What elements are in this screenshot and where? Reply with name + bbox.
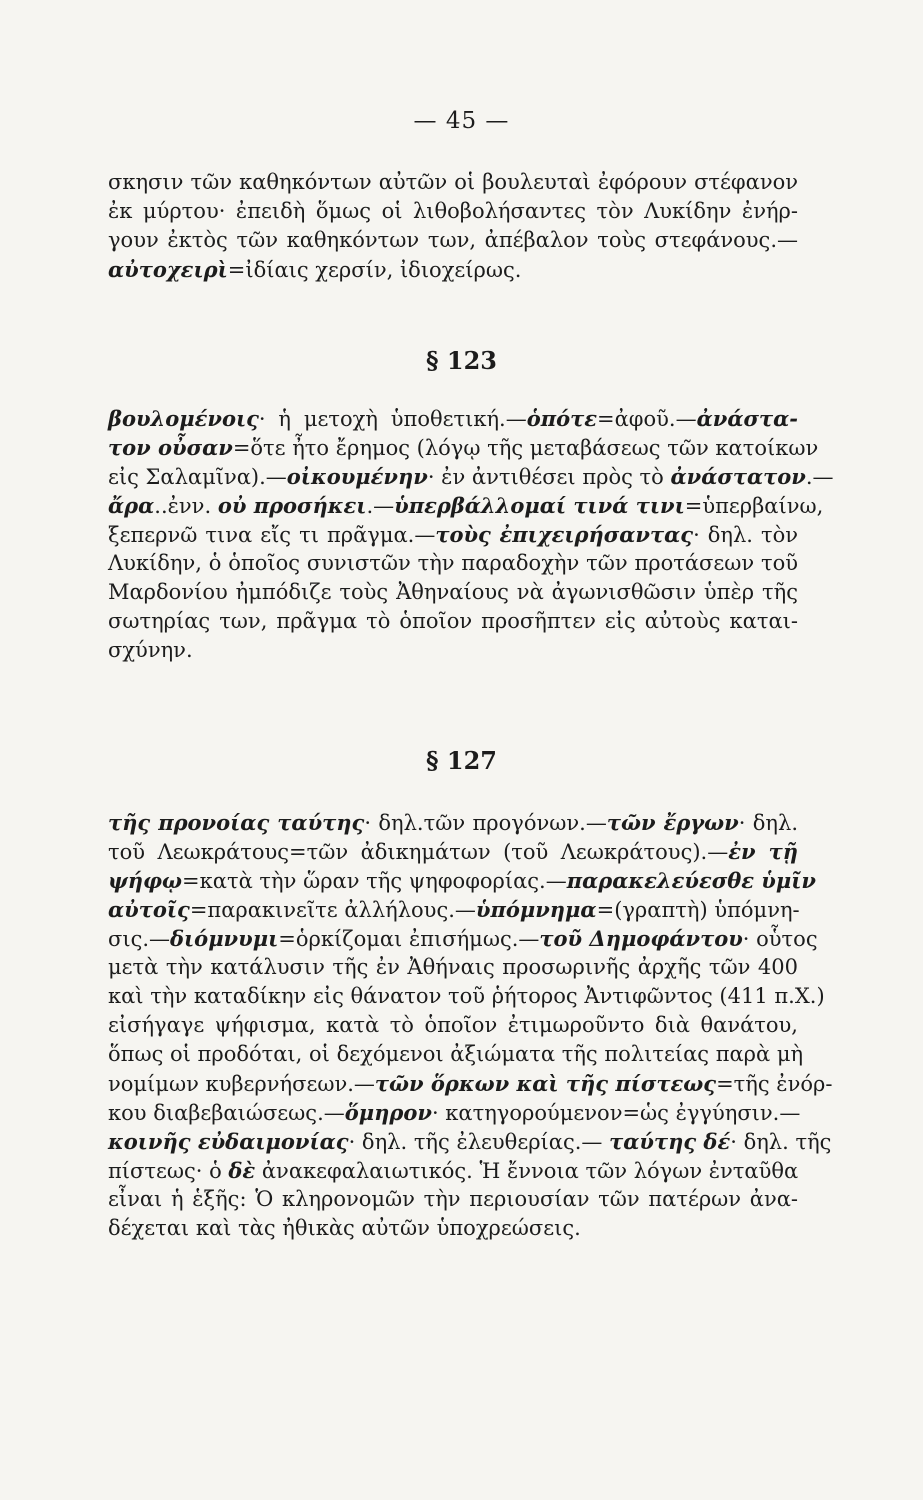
text-line [108, 462, 834, 491]
text-line [108, 1011, 798, 1040]
text-line [108, 168, 798, 197]
lemma-term: αὐτοχειρὶ [108, 257, 228, 282]
text-line [108, 1040, 804, 1069]
text-line [108, 982, 825, 1011]
text-line [108, 1156, 798, 1185]
gloss-text: καὶ τὴν καταδίκην εἰς θάνατον τοῦ ῥήτορος Ἀντιφῶντος (411 π.Χ.) [108, 984, 825, 1008]
text-line [108, 808, 798, 837]
text-line [108, 404, 798, 433]
text-line [108, 895, 798, 924]
gloss-text: δέχεται καὶ τὰς ἠθικὰς αὐτῶν ὑποχρεώσεις. [108, 1216, 581, 1240]
gloss-text: σκησιν τῶν καθηκόντων αὐτῶν οἱ βουλευταὶ ἐφόρουν στέφανον [108, 170, 798, 194]
gloss-text: · δηλ. τῆς [730, 1130, 832, 1154]
text-line [108, 1098, 801, 1127]
gloss-text: .— [366, 494, 395, 518]
gloss-text: τοῦ Λεωκράτους=τῶν ἀδικημάτων (τοῦ Λεωκράτους).— [108, 840, 729, 864]
gloss-text: εἶναι ἡ ἑξῆς: Ὁ κληρονομῶν τὴν περιουσίαν τῶν πατέρων ἀνα- [108, 1187, 798, 1211]
lemma-term: ἀνάστατον [670, 464, 806, 489]
lemma-term: βουλομένοις [108, 406, 259, 431]
gloss-text: ..ἐνν. [154, 494, 218, 518]
text-line [108, 433, 819, 462]
gloss-text: κου διαβεβαιώσεως.— [108, 1101, 345, 1125]
lemma-term: ἄρα [108, 493, 155, 518]
lemma-term: διόμνυμι [170, 926, 279, 951]
gloss-text: · ἐν ἀντιθέσει πρὸς τὸ [427, 465, 671, 489]
lemma-term: ψήφῳ [108, 868, 183, 893]
gloss-text: =τῆς ἐνόρ- [716, 1072, 833, 1096]
gloss-text: νομίμων κυβερνήσεων.— [108, 1072, 375, 1096]
text-line [108, 953, 798, 982]
gloss-text: σις.— [108, 927, 171, 951]
lemma-term: ὅμηρον [344, 1100, 432, 1125]
gloss-text: ἀνακεφαλαιωτικός. Ἡ ἔννοια τῶν λόγων ἐνταῦθα [255, 1159, 799, 1183]
lemma-term: ὁπότε [526, 406, 598, 431]
text-line [108, 1069, 833, 1098]
lemma-term: ὑπόμνημα [475, 897, 597, 922]
gloss-text: =ἰδίαις χερσίν, ἰδιοχείρως. [227, 258, 522, 282]
gloss-text: =ὁρκίζομαι ἐπισήμως.— [278, 927, 540, 951]
gloss-text: · δηλ. τὸν [693, 523, 799, 547]
lemma-term: αὐτοῖς [108, 897, 190, 922]
text-line [108, 924, 818, 953]
gloss-text: ὅπως οἱ προδόται, οἱ δεχόμενοι ἀξιώματα τῆς πολιτείας παρὰ μὴ [108, 1042, 804, 1066]
text-line [108, 636, 798, 665]
gloss-text: =παρακινεῖτε ἀλλήλους.— [189, 898, 476, 922]
section-heading-123: § 123 [425, 346, 497, 375]
intro-paragraph [108, 168, 798, 284]
lemma-term: παρακελεύεσθε ὑμῖν [566, 868, 816, 893]
text-line [108, 255, 798, 284]
lemma-term: τοὺς ἐπιχειρήσαντας [435, 522, 694, 547]
lemma-term: ὑπερβάλλομαί τινά τινι [394, 493, 685, 518]
gloss-text: · δηλ.τῶν προγόνων.— [364, 811, 607, 835]
gloss-text: =ὅτε ἦτο ἔρημος (λόγῳ τῆς μεταβάσεως τῶν κατοίκων [232, 436, 819, 460]
gloss-text: γουν ἐκτὸς τῶν καθηκόντων των, ἀπέβαλον τοὺς στεφάνους.— [108, 228, 798, 252]
gloss-text: =(γραπτὴ) ὑπόμνη- [596, 898, 800, 922]
gloss-text: εἰς Σαλαμῖνα).— [108, 465, 287, 489]
gloss-text: ξεπερνῶ τινα εἴς τι πρᾶγμα.— [108, 523, 436, 547]
gloss-text: πίστεως· ὁ [108, 1159, 229, 1183]
gloss-text: εἰσήγαγε ψήφισμα, κατὰ τὸ ὁποῖον ἐτιμωροῦντο διὰ θανάτου, [108, 1013, 798, 1037]
page-number: — 45 — [413, 108, 510, 134]
text-line [108, 1185, 798, 1214]
gloss-text: · δηλ. τῆς ἐλευθερίας.— [348, 1130, 610, 1154]
gloss-text: =κατὰ τὴν ὥραν τῆς ψηφοφορίας.— [182, 869, 567, 893]
gloss-text: · ἡ μετοχὴ ὑποθετική.— [258, 407, 527, 431]
lemma-term: τον οὖσαν [108, 435, 233, 460]
text-line [108, 226, 798, 255]
gloss-text: Λυκίδην, ὁ ὁποῖος συνιστῶν τὴν παραδοχὴν τῶν προτάσεων τοῦ [108, 551, 798, 575]
text-line [108, 1127, 832, 1156]
section-127-text [108, 808, 833, 1243]
text-line [108, 491, 824, 520]
text-line [108, 578, 798, 607]
lemma-term: δὲ [228, 1158, 256, 1183]
gloss-text: .— [805, 465, 834, 489]
gloss-text: · οὗτος [742, 927, 818, 951]
lemma-term: ταύτης δέ [609, 1129, 731, 1154]
gloss-text: =ὑπερβαίνω, [684, 494, 824, 518]
text-line [108, 866, 816, 895]
gloss-text: σωτηρίας των, πρᾶγμα τὸ ὁποῖον προσῆπτεν εἰς αὐτοὺς καται- [108, 609, 798, 633]
gloss-text: σχύνην. [108, 638, 193, 662]
gloss-text: =ἀφοῦ.— [597, 407, 697, 431]
text-line [108, 1214, 798, 1243]
gloss-text: · δηλ. [738, 811, 798, 835]
gloss-text: ἐκ μύρτου· ἐπειδὴ ὅμως οἱ λιθοβολήσαντες τὸν Λυκίδην ἐνήρ- [108, 199, 798, 223]
text-line [108, 607, 798, 636]
gloss-text: μετὰ τὴν κατάλυσιν τῆς ἐν Ἀθήναις προσωρινῆς ἀρχῆς τῶν 400 [108, 955, 798, 979]
lemma-term: οἰκουμένην [286, 464, 428, 489]
lemma-term: τῆς προνοίας ταύτης [108, 810, 365, 835]
text-line [108, 520, 798, 549]
lemma-term: τοῦ Δημοφάντου [539, 926, 743, 951]
text-line [108, 549, 798, 578]
lemma-term: οὐ προσήκει [217, 493, 367, 518]
section-heading-127: § 127 [425, 746, 497, 775]
lemma-term: ἀνάστα- [696, 406, 798, 431]
text-line [108, 197, 798, 226]
lemma-term: τῶν ὅρκων καὶ τῆς πίστεως [374, 1071, 717, 1096]
lemma-term: τῶν ἔργων [606, 810, 739, 835]
lemma-term: ἐν τῇ [728, 839, 798, 864]
section-123-text [108, 404, 834, 665]
gloss-text: Μαρδονίου ἠμπόδιζε τοὺς Ἀθηναίους νὰ ἀγωνισθῶσιν ὑπὲρ τῆς [108, 580, 798, 604]
gloss-text: · κατηγορούμενον=ὡς ἐγγύησιν.— [431, 1101, 801, 1125]
lemma-term: κοινῆς εὐδαιμονίας [108, 1129, 349, 1154]
text-line [108, 837, 798, 866]
